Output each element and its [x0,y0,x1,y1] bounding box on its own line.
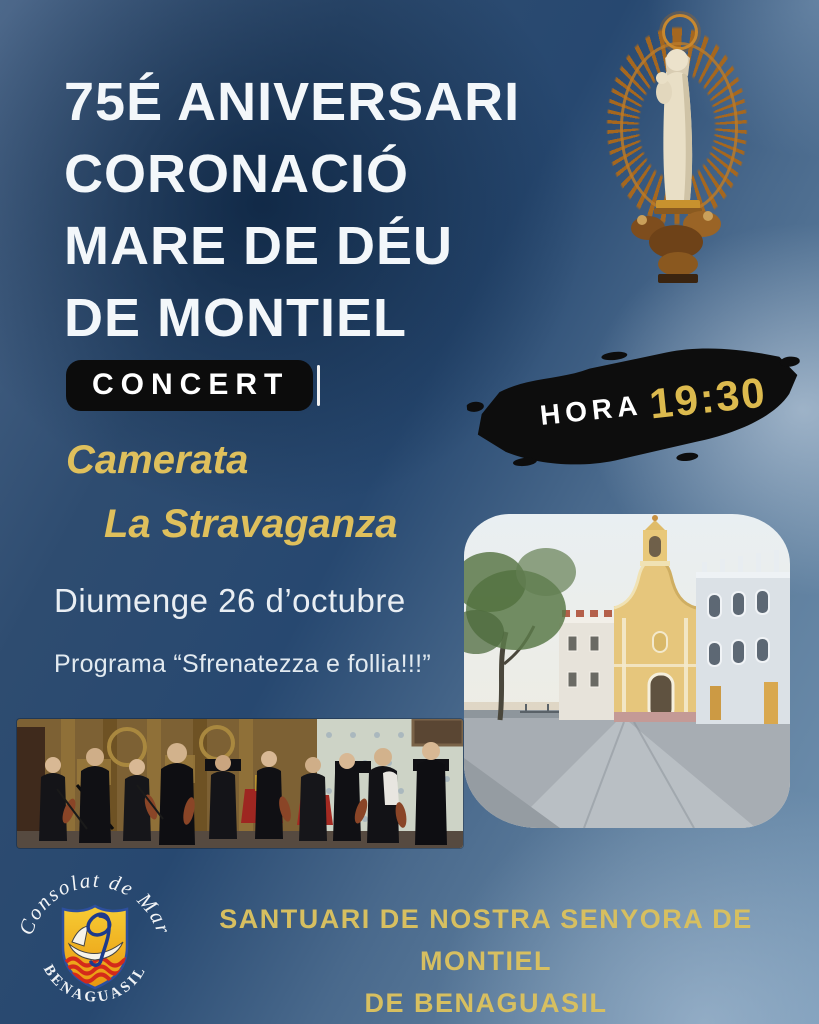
time-value: 19:30 [647,368,769,428]
venue-line-2: DE BENAGUASIL [364,988,608,1018]
performer-name-line2: La Stravaganza [104,502,398,546]
orchestra-photo [17,719,463,848]
concert-badge: CONCERT [66,360,313,411]
logo-arc-bottom-text: BENAGUASIL [39,962,151,1006]
performer-name-line1: Camerata [66,438,249,482]
time-label: HORA [538,389,644,431]
title-line-2: CORONACIÓ [64,144,409,204]
consolat-de-mar-logo [14,862,176,1024]
statue-figure [626,36,730,286]
virgin-statue-image [596,6,760,294]
poster-title [64,66,520,354]
venue-text [186,898,786,1024]
title-line-3: MARE DE DÉU [64,216,454,276]
sanctuary-photo [464,514,790,828]
title-line-4: DE MONTIEL [64,288,407,348]
title-line-1: 75É ANIVERSARI [64,72,521,132]
event-date: Diumenge 26 d’octubre [54,582,406,619]
program-title: Programa “Sfrenatezza e follia!!!” [54,650,432,678]
venue-line-1: SANTUARI DE NOSTRA SENYORA DE MONTIEL [219,904,753,976]
logo-arc-top-text: Consolat de Mar [14,867,176,939]
